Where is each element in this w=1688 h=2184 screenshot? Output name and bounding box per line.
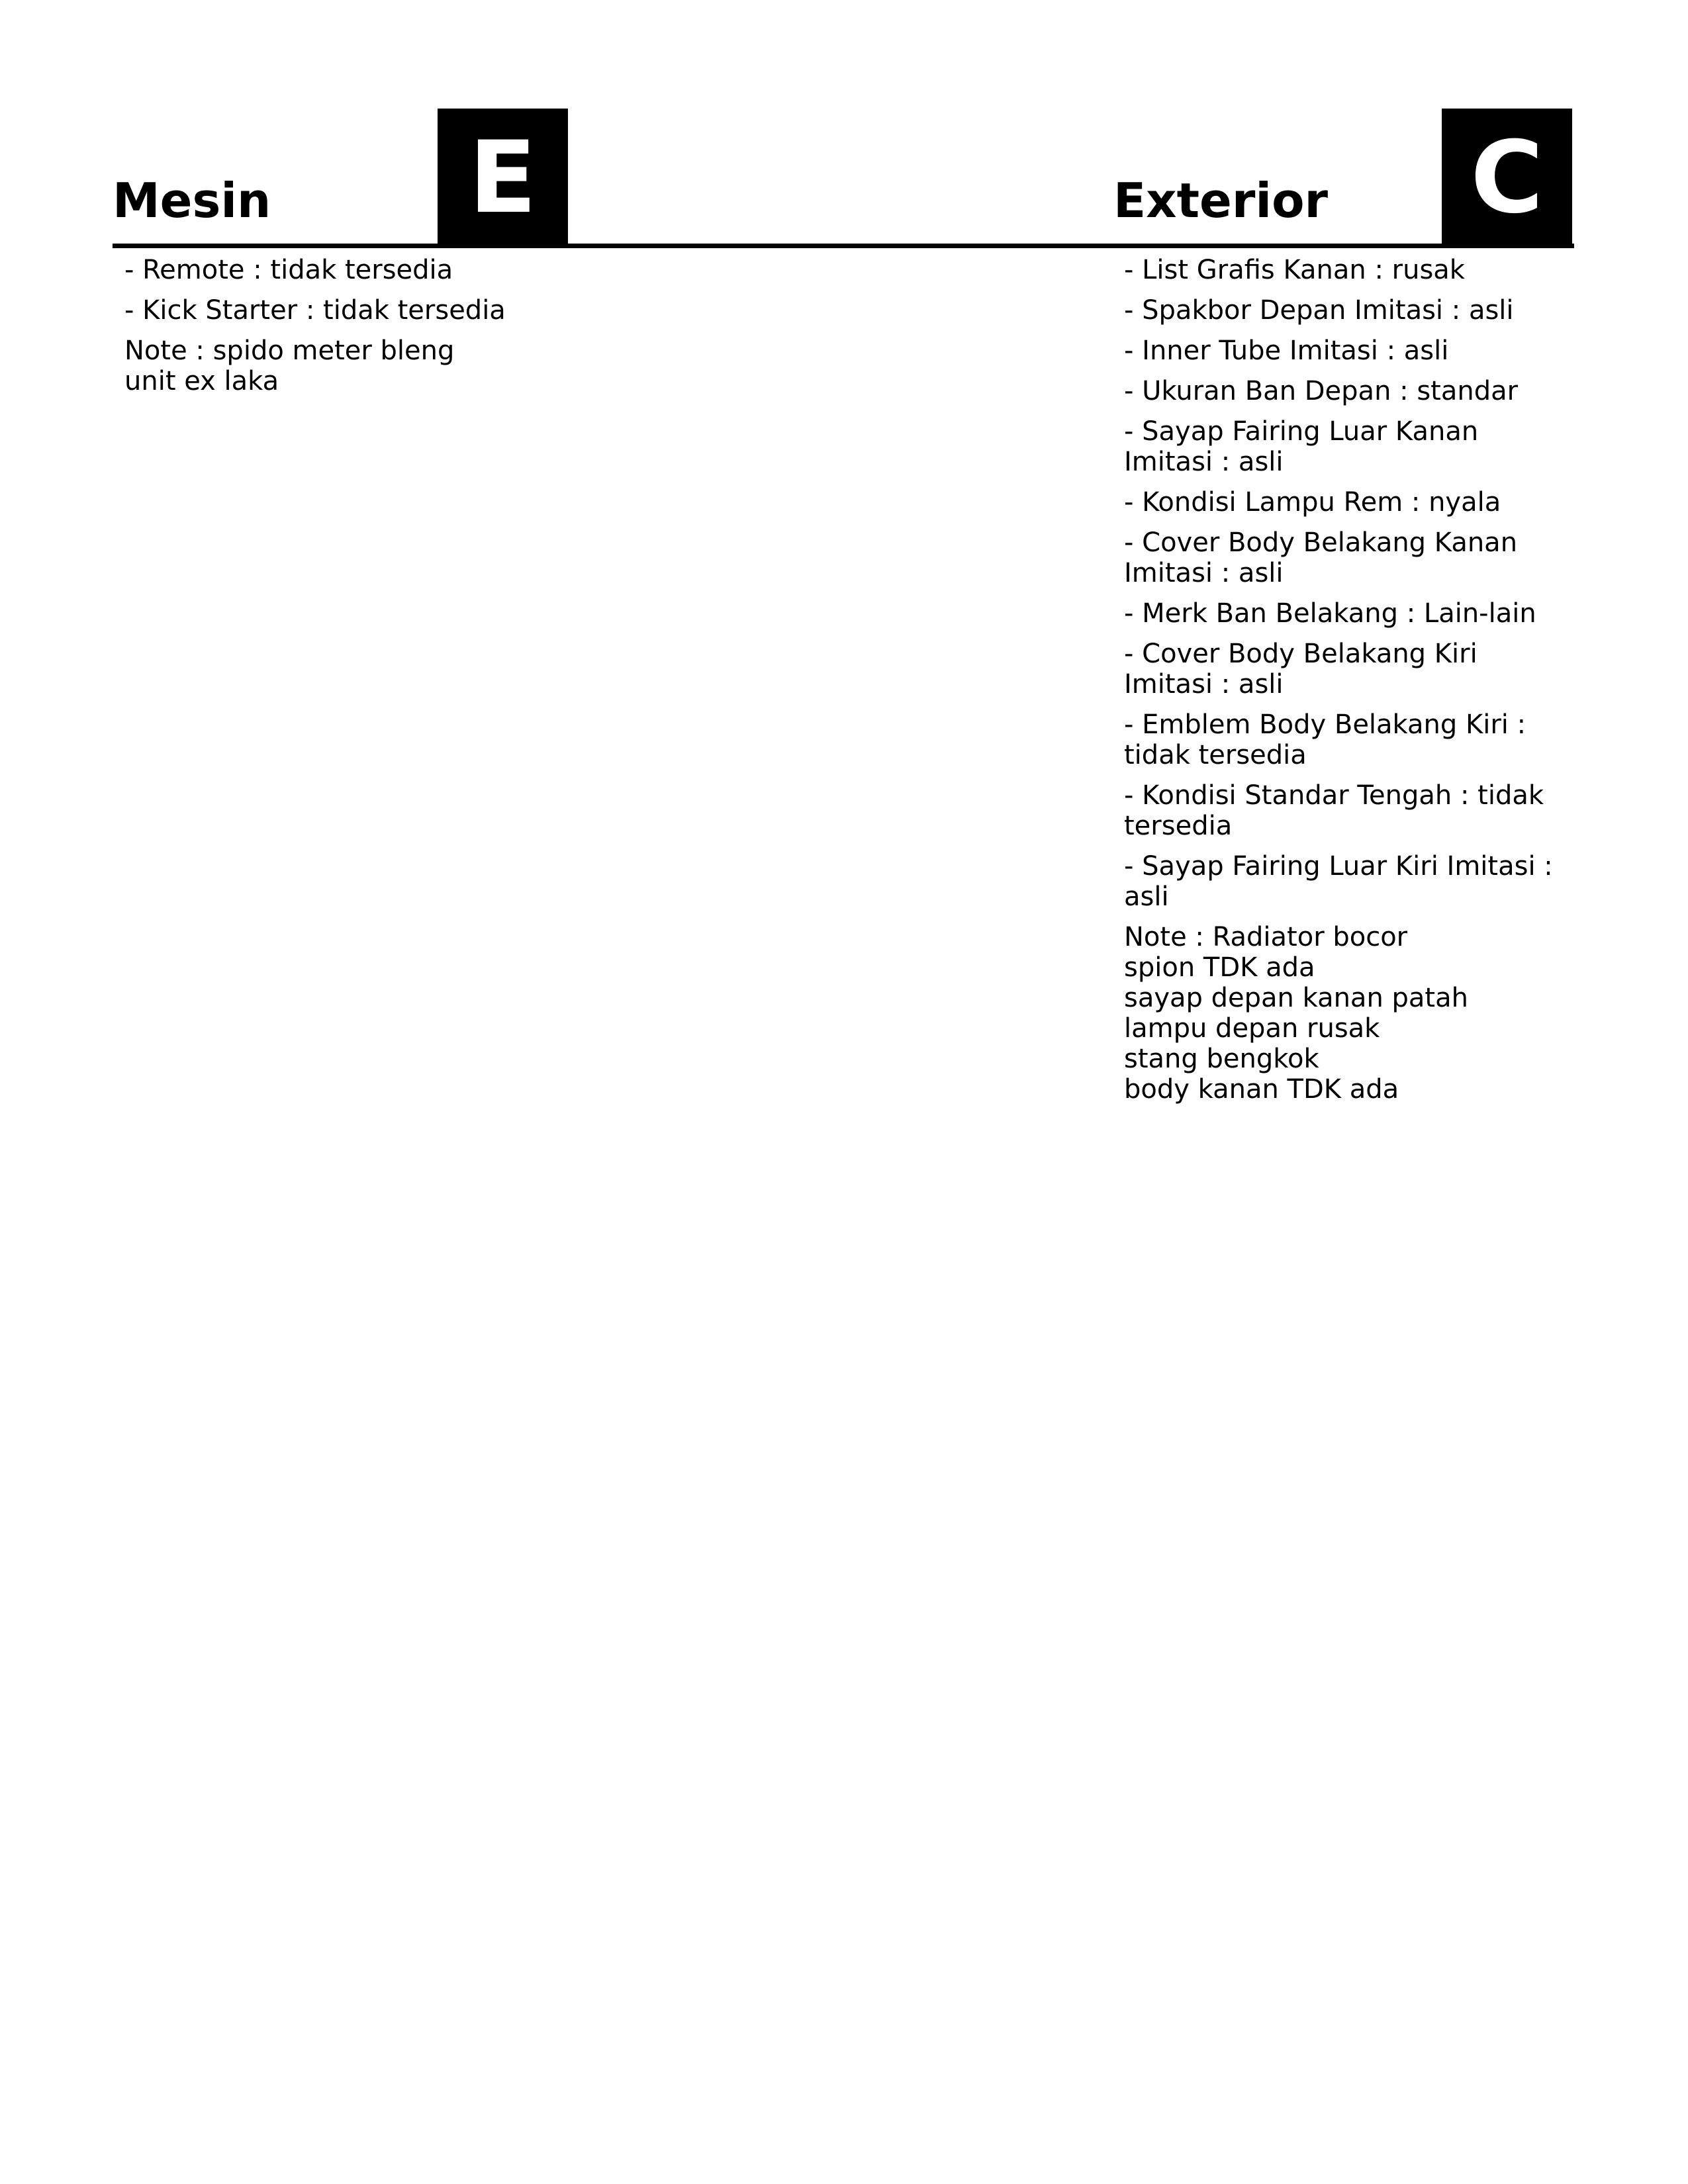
exterior-item: - Sayap Fairing Luar Kiri Imitasi : asli (1124, 851, 1553, 912)
exterior-item: - Merk Ban Belakang : Lain-lain (1124, 598, 1536, 629)
mesin-item: - Kick Starter : tidak tersedia (124, 295, 506, 326)
exterior-title: Exterior (1113, 173, 1329, 228)
exterior-item: - Cover Body Belakang Kanan Imitasi : asli (1124, 527, 1518, 588)
header-divider (113, 244, 1574, 248)
exterior-item: - Ukuran Ban Depan : standar (1124, 376, 1519, 406)
mesin-item: - Remote : tidak tersedia (124, 255, 453, 285)
mesin-grade-badge: E (438, 109, 568, 246)
exterior-item: - Sayap Fairing Luar Kanan Imitasi : asli (1124, 416, 1479, 477)
exterior-grade-badge: C (1442, 109, 1572, 246)
exterior-item: - Kondisi Lampu Rem : nyala (1124, 487, 1501, 518)
mesin-title: Mesin (113, 173, 271, 228)
exterior-item: - Kondisi Standar Tengah : tidak tersedia (1124, 780, 1544, 841)
exterior-item: - Emblem Body Belakang Kiri : tidak tersedia (1124, 709, 1526, 770)
exterior-list (1124, 255, 1574, 1115)
exterior-item: - Spakbor Depan Imitasi : asli (1124, 295, 1514, 326)
exterior-note: Note : Radiator bocor spion TDK ada sayap depan kanan patah lampu depan rusak stang bengkok body kanan TDK ada (1124, 922, 1468, 1105)
exterior-item: - List Grafis Kanan : rusak (1124, 255, 1465, 285)
mesin-list (124, 255, 522, 406)
exterior-item: - Cover Body Belakang Kiri Imitasi : asli (1124, 639, 1477, 700)
exterior-item: - Inner Tube Imitasi : asli (1124, 336, 1449, 366)
mesin-note: Note : spido meter bleng unit ex laka (124, 336, 455, 396)
